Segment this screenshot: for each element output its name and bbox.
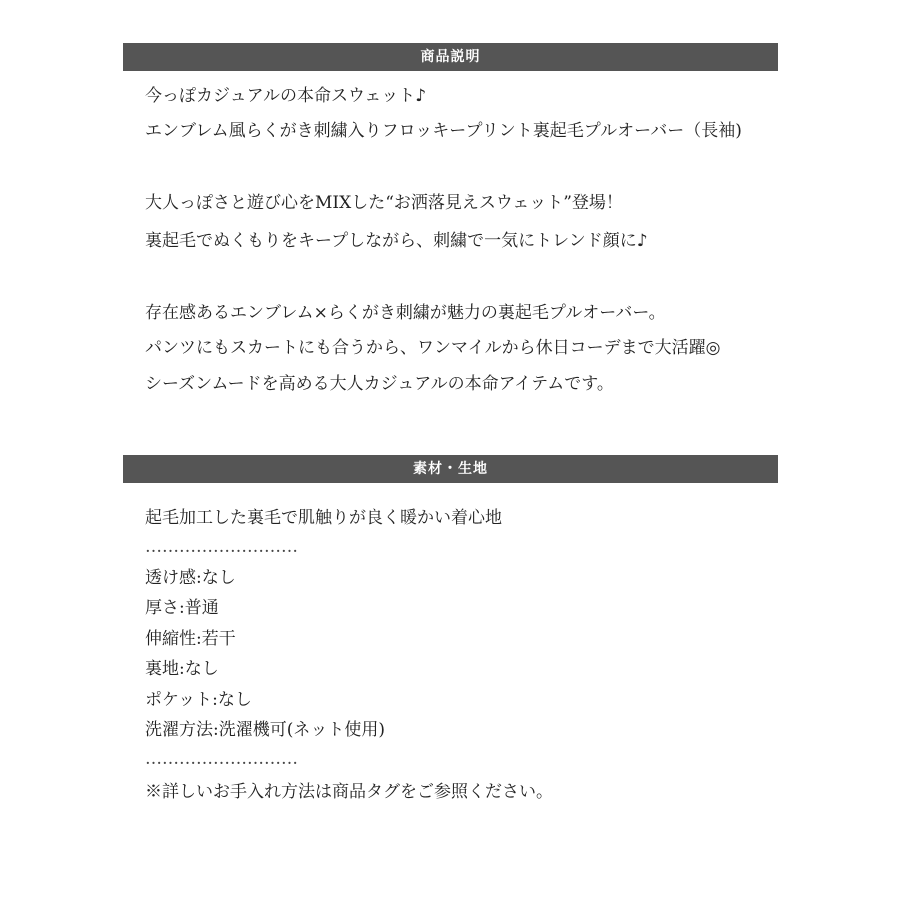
description-line-1: 今っぽカジュアルの本命スウェット♪ <box>145 86 427 106</box>
section-header-materials: 素材・生地 <box>123 455 778 483</box>
spec-washing: 洗濯方法:洗濯機可(ネット使用) <box>145 720 385 740</box>
spec-stretch: 伸縮性:若干 <box>145 629 236 649</box>
spec-lining: 裏地:なし <box>145 659 219 679</box>
materials-intro: 起毛加工した裏毛で肌触りが良く暖かい着心地 <box>145 508 502 528</box>
divider-top: ……………………… <box>145 537 298 557</box>
description-line-5: 存在感あるエンブレム×らくがき刺繍が魅力の裏起毛プルオーバー。 <box>145 303 666 323</box>
description-line-2: エンブレム風らくがき刺繍入りフロッキープリント裏起毛プルオーバー（長袖) <box>145 121 742 141</box>
section-header-description: 商品説明 <box>123 43 778 71</box>
spec-pocket: ポケット:なし <box>145 690 252 710</box>
description-line-3: 大人っぽさと遊び心をMIXした“お洒落見えスウェット”登場！ <box>145 193 623 213</box>
description-line-4: 裏起毛でぬくもりをキープしながら、刺繍で一気にトレンド顔に♪ <box>145 231 648 251</box>
description-line-7: シーズンムードを高める大人カジュアルの本命アイテムです。 <box>145 374 614 394</box>
spec-sheerness: 透け感:なし <box>145 568 236 588</box>
description-line-6: パンツにもスカートにも合うから、ワンマイルから休日コーデまで大活躍◎ <box>145 338 721 358</box>
spec-thickness: 厚さ:普通 <box>145 598 219 618</box>
divider-bottom: ……………………… <box>145 749 298 769</box>
care-note: ※詳しいお手入れ方法は商品タグをご参照ください。 <box>145 782 553 802</box>
